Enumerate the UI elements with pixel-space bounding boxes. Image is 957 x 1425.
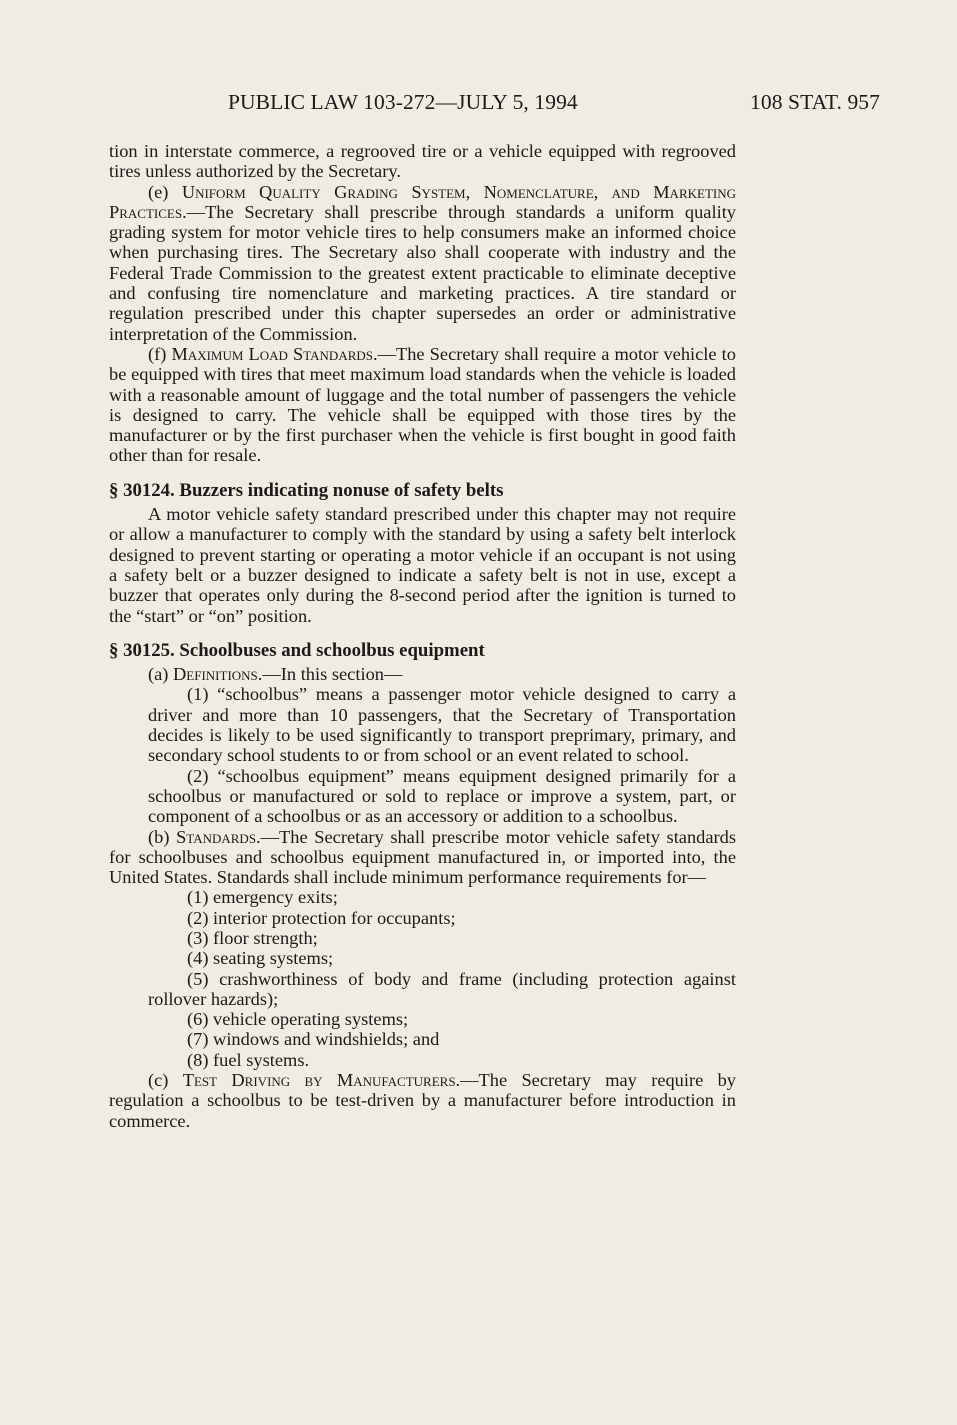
definition-schoolbus-equipment: (2) “schoolbus equipment” means equipment designed primarily for a schoolbus or manufactured or sold to replace or improve a system, part, or component of a schoolbus or as an accessory or addition to a schoolbus. xyxy=(148,765,736,827)
requirement-item: (1) emergency exits; xyxy=(187,887,338,908)
subsection-b-label: (b) xyxy=(148,826,177,847)
running-head-title: PUBLIC LAW 103-272—JULY 5, 1994 xyxy=(228,90,578,114)
requirement-item: (5) crashworthiness of body and frame (including protection against rollover hazards); xyxy=(148,968,736,1009)
subsection-a xyxy=(109,664,736,684)
section-30124-text: A motor vehicle safety standard prescribed under this chapter may not require or allow a manufacturer to comply with the standard by using a safety belt interlock designed to prevent starting or operating a motor vehicle if an occupant is not using a safety belt or a buzzer designed to indicate a safety belt is not in use, except a buzzer that operates only during the 8-second period after the ignition is turned to the “start” or “on” position. xyxy=(109,504,736,626)
paragraph-f xyxy=(109,344,736,466)
body-text xyxy=(109,141,736,1131)
subsection-c-heading: Test Driving by Manufacturers. xyxy=(182,1070,461,1091)
subsection-b xyxy=(109,827,736,888)
subsection-a-heading: Definitions. xyxy=(173,664,263,685)
subsection-c xyxy=(109,1070,736,1131)
section-30125-heading: § 30125. Schoolbuses and schoolbus equipment xyxy=(109,639,485,661)
running-head xyxy=(110,90,880,118)
subsection-b-text: —The Secretary shall prescribe motor vehicle safety standards for schoolbuses and schoolbus equipment manufactured in, or imported into, the United States. Standards shall include minimum performance requirements for— xyxy=(109,826,736,888)
continuation-paragraph: tion in interstate commerce, a regrooved tire or a vehicle equipped with regrooved tires unless authorized by the Secretary. xyxy=(109,141,736,182)
paragraph-e xyxy=(109,182,736,344)
definition-schoolbus: (1) “schoolbus” means a passenger motor vehicle designed to carry a driver and more than 10 passengers, that the Secretary of Transportation decides is likely to be used significantly to transport preprimary, primary, and secondary school students to or from school or an event related to school. xyxy=(148,684,736,766)
subsection-c-text: —The Secretary may require by regulation a schoolbus to be test-driven by a manufacturer before introduction in commerce. xyxy=(109,1070,736,1131)
requirement-item: (2) interior protection for occupants; xyxy=(187,907,456,928)
requirement-item: (7) windows and windshields; and xyxy=(187,1029,440,1050)
subsection-a-text: —In this section— xyxy=(262,664,403,685)
requirement-item: (3) floor strength; xyxy=(187,927,318,948)
paragraph-e-text: —The Secretary shall prescribe through standards a uniform quality grading system for motor vehicle tires to help consumers make an informed choice when purchasing tires. The Secretary also shall cooperate with industry and the Federal Trade Commission to the greatest extent practicable to eliminate deceptive and confusing tire nomenclature and marketing practices. A tire standard or regulation prescribed under this chapter supersedes an order or administrative interpretation of the Commission. xyxy=(109,201,736,344)
statute-page-reference: 108 STAT. 957 xyxy=(750,90,880,114)
subsection-a-label: (a) xyxy=(148,664,174,685)
requirement-item: (4) seating systems; xyxy=(187,948,334,969)
paragraph-e-label: (e) xyxy=(148,181,182,202)
section-30124-heading: § 30124. Buzzers indicating nonuse of safety belts xyxy=(109,479,504,501)
paragraph-f-heading: Maximum Load Standards. xyxy=(171,343,378,364)
paragraph-e-heading: Uniform Quality Grading System, Nomenclature, and Marketing Practices. xyxy=(109,181,736,222)
subsection-b-heading: Standards. xyxy=(176,826,261,847)
requirement-item: (6) vehicle operating systems; xyxy=(187,1009,409,1030)
requirement-item: (8) fuel systems. xyxy=(187,1049,310,1070)
paragraph-f-label: (f) xyxy=(148,343,172,364)
subsection-c-label: (c) xyxy=(148,1070,183,1091)
paragraph-f-text: —The Secretary shall require a motor vehicle to be equipped with tires that meet maximum load standards when the vehicle is loaded with a reasonable amount of luggage and the total number of passengers the vehicle is designed to carry. The vehicle shall be equipped with those tires by the manufacturer or by the first purchaser when the vehicle is first bought in good faith other than for resale. xyxy=(109,343,736,466)
